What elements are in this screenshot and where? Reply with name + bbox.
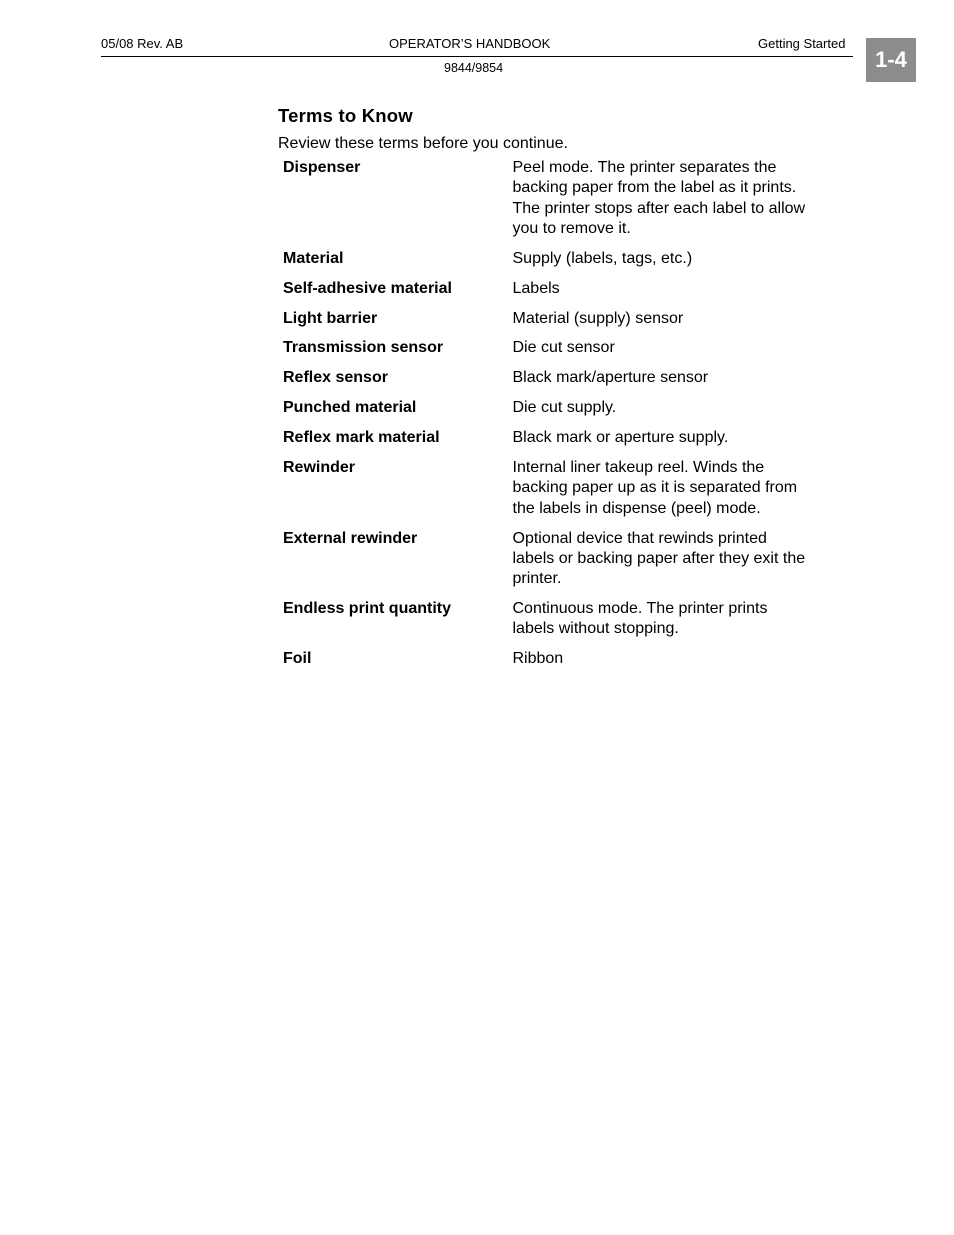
term-name: Endless print quantity	[283, 599, 452, 617]
term-name: Material	[283, 249, 344, 267]
term-row	[283, 458, 843, 519]
term-row	[283, 158, 843, 239]
definition-line: Die cut supply.	[512, 399, 617, 417]
handbook-title: OPERATOR’S HANDBOOK	[389, 36, 551, 51]
term-definition	[513, 158, 833, 239]
header-divider	[101, 56, 853, 57]
term-row	[283, 649, 843, 669]
section-title: Terms to Know	[278, 105, 413, 126]
page-number-tab: 1-4	[866, 38, 916, 82]
term-row	[283, 368, 843, 388]
term-row	[283, 338, 843, 358]
term-row	[283, 309, 843, 329]
model-numbers: 9844/9854	[444, 61, 504, 75]
term-definition	[513, 529, 833, 590]
term-definition	[513, 279, 833, 299]
term-name: Punched material	[283, 399, 417, 417]
term-row	[283, 398, 843, 418]
term-row	[283, 529, 843, 590]
definition-line: labels or backing paper after they exit the	[512, 549, 806, 567]
term-name: External rewinder	[283, 529, 418, 547]
section-intro: Review these terms before you continue.	[278, 135, 568, 152]
definition-line: Die cut sensor	[512, 339, 615, 357]
definition-line: printer.	[512, 570, 562, 588]
definition-line: Material (supply) sensor	[512, 309, 684, 327]
term-row	[283, 279, 843, 299]
term-name: Dispenser	[283, 159, 361, 176]
definition-line: Supply (labels, tags, etc.)	[512, 249, 693, 267]
definition-line: The printer stops after each label to allow	[512, 199, 806, 217]
term-definition	[513, 599, 833, 640]
term-definition	[513, 458, 833, 519]
term-definition	[513, 368, 833, 388]
term-definition	[513, 309, 833, 329]
chapter-title: Getting Started	[758, 36, 846, 51]
term-name: Transmission sensor	[283, 339, 444, 357]
term-row	[283, 599, 843, 640]
term-name: Rewinder	[283, 459, 356, 477]
term-row	[283, 249, 843, 269]
definition-line: the labels in dispense (peel) mode.	[512, 499, 761, 517]
term-name: Foil	[283, 650, 312, 668]
definition-line: you to remove it.	[512, 219, 631, 237]
term-definition	[513, 338, 833, 358]
term-definition	[513, 428, 833, 448]
revision-date: 05/08 Rev. AB	[101, 36, 184, 51]
term-definition	[513, 249, 833, 269]
definition-line: backing paper from the label as it prints.	[512, 179, 797, 197]
term-definition	[513, 649, 833, 669]
definition-line: Black mark or aperture supply.	[512, 429, 729, 447]
term-name: Reflex sensor	[283, 369, 388, 387]
term-definition	[513, 398, 833, 418]
definition-line: Labels	[512, 279, 560, 297]
definition-line: Ribbon	[512, 650, 564, 668]
term-row	[283, 428, 843, 448]
term-name: Self-adhesive material	[283, 279, 452, 297]
definition-line: Black mark/aperture sensor	[512, 369, 709, 387]
definition-line: backing paper up as it is separated from	[512, 479, 798, 497]
definition-line: Optional device that rewinds printed	[512, 529, 767, 547]
definition-line: Continuous mode. The printer prints	[512, 599, 768, 617]
term-name: Reflex mark material	[283, 429, 440, 447]
term-name: Light barrier	[283, 309, 378, 327]
definition-line: Peel mode. The printer separates the	[512, 159, 777, 176]
definition-line: Internal liner takeup reel. Winds the	[512, 459, 765, 477]
terms-list	[283, 158, 843, 679]
definition-line: labels without stopping.	[512, 620, 679, 638]
